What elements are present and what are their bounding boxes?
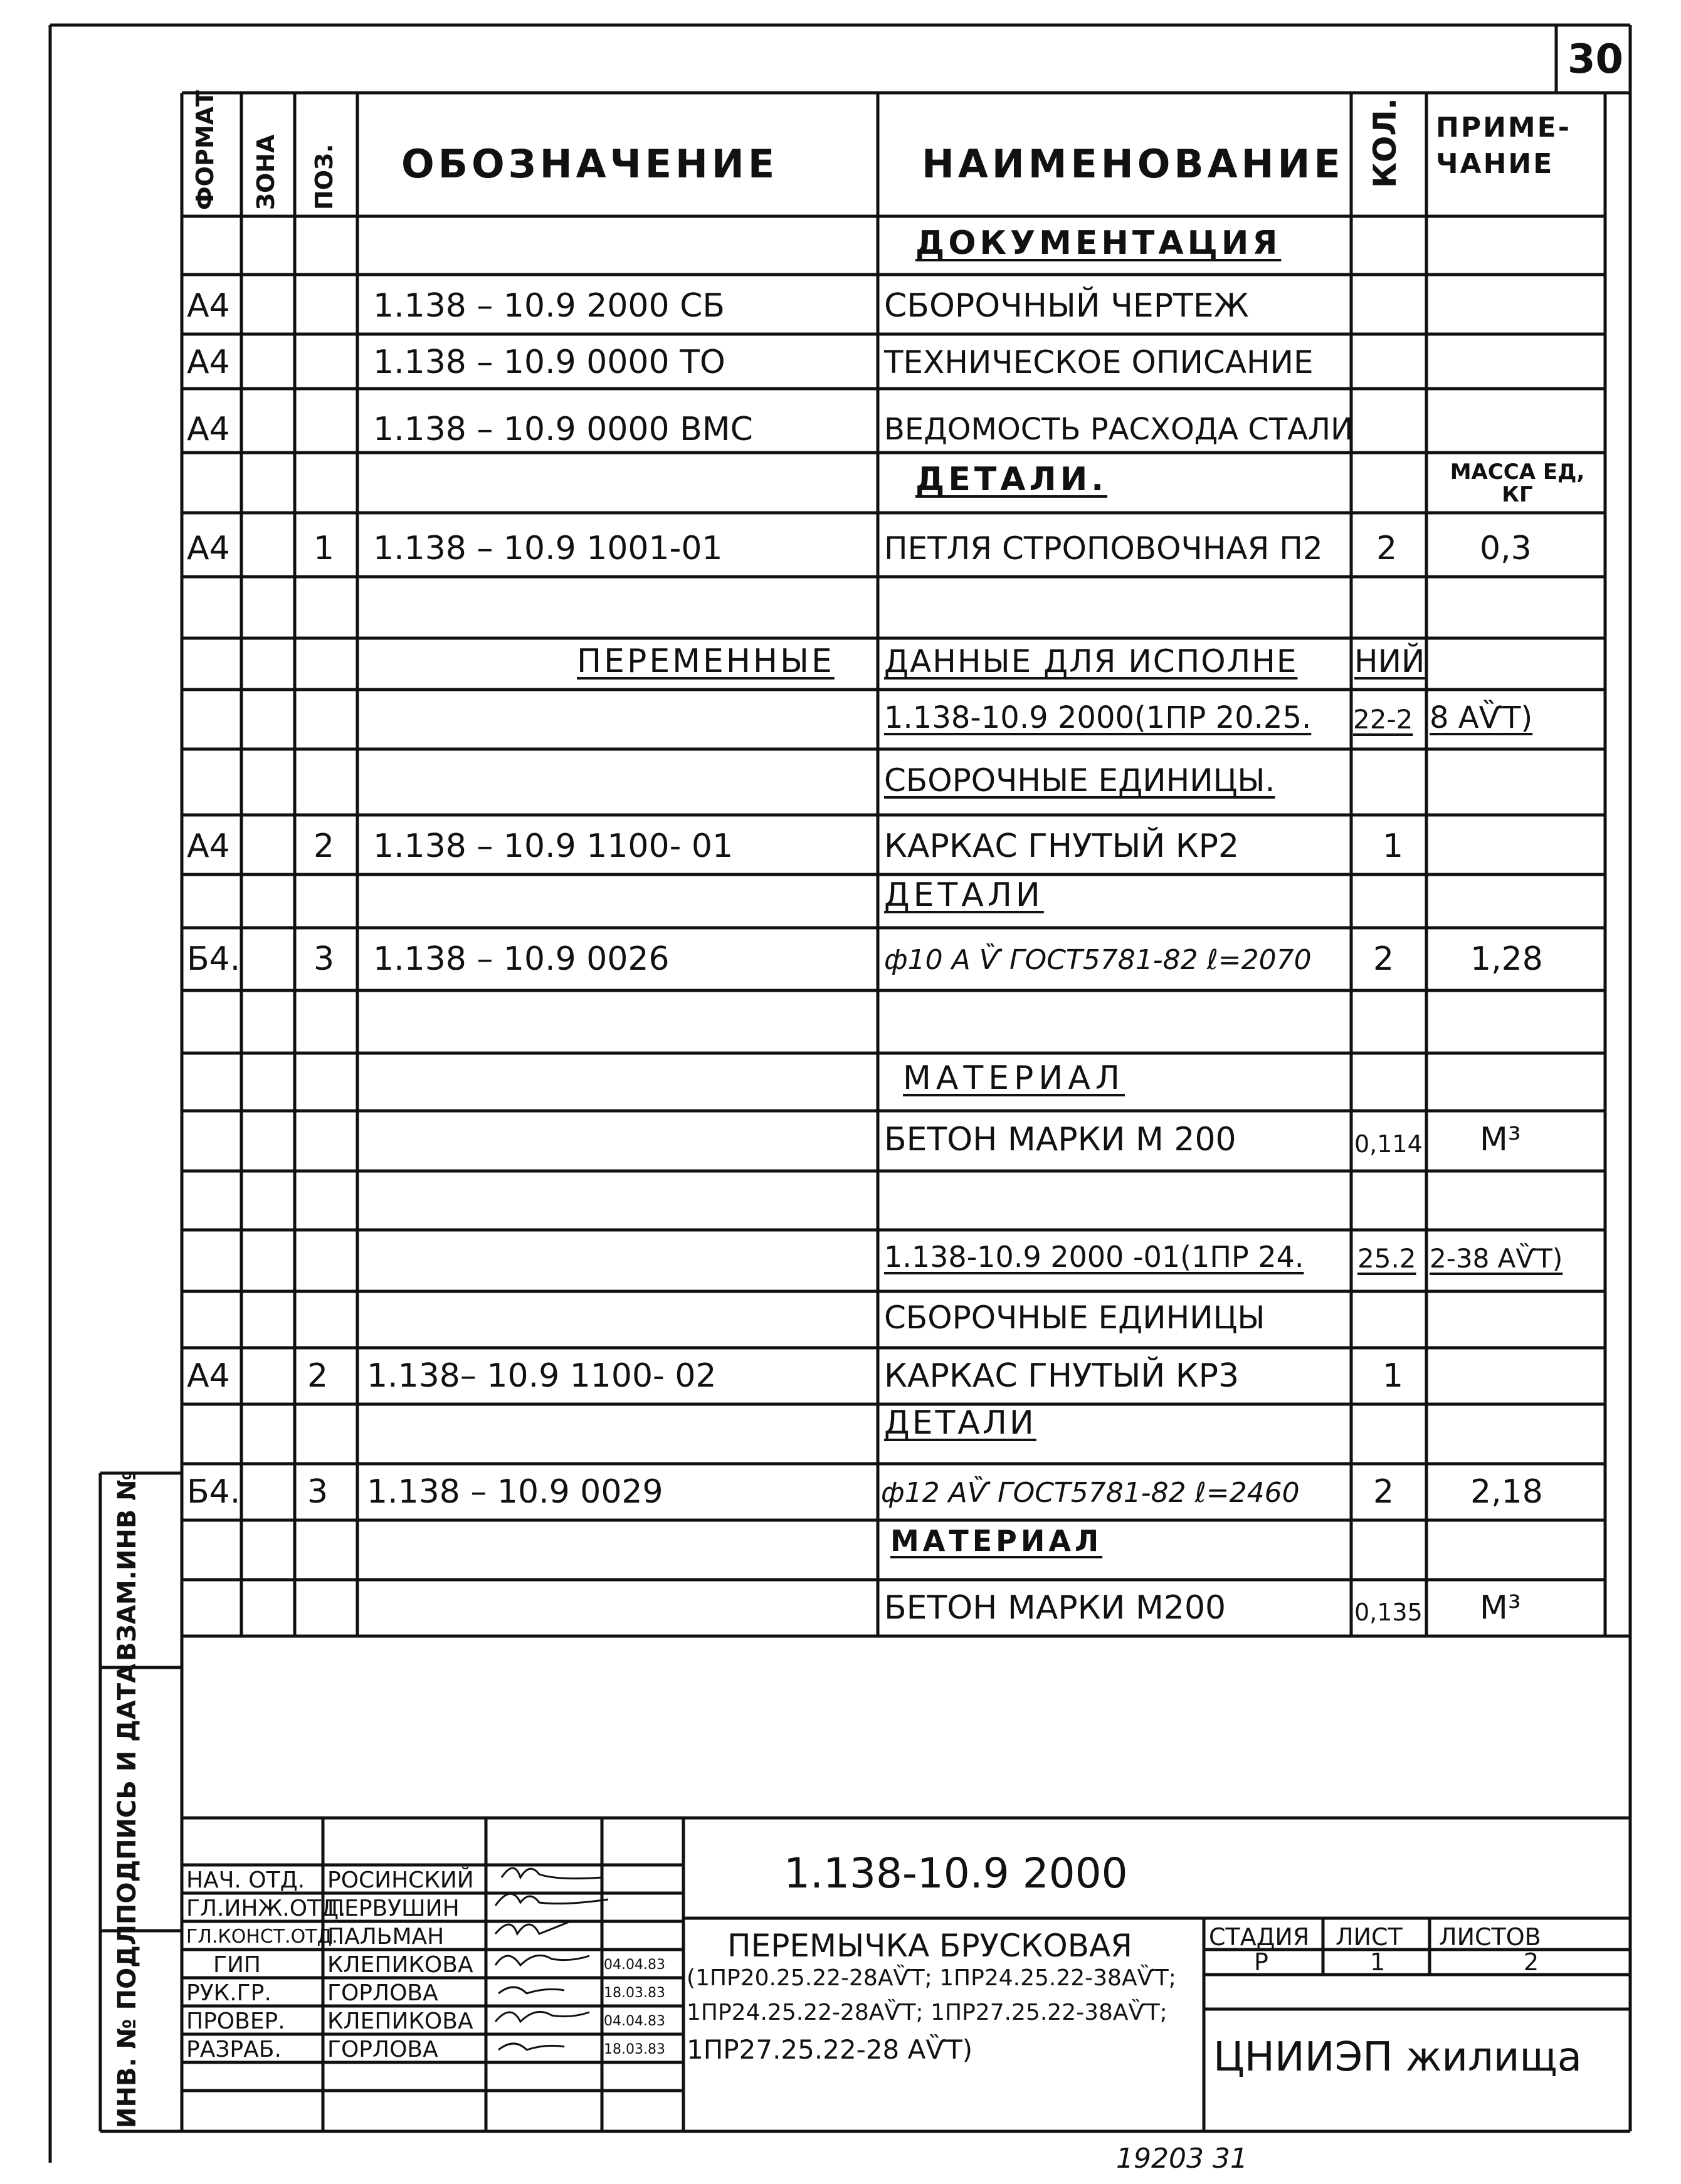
person-4-date: 18.03.83	[604, 1985, 665, 2001]
row-21-format: Б4.	[187, 1473, 241, 1511]
row-10-designation: 1.138 – 10.9 1100- 01	[373, 827, 734, 865]
person-2-name: ПАЛЬМАН	[327, 1924, 445, 1950]
row-8-qty: 22-2	[1353, 704, 1413, 735]
row-10-qty: 1	[1383, 827, 1404, 865]
header-note: ПРИМЕ- ЧАНИЕ	[1436, 112, 1571, 180]
row-5-qty: 2	[1376, 530, 1398, 567]
row-19-designation: 1.138– 10.9 1100- 02	[367, 1357, 717, 1395]
row-12-pos: 3	[314, 940, 335, 978]
footer-note: 19203 31	[1116, 2143, 1248, 2175]
row-12-name: ф10 А Ѷ ГОСТ5781-82 ℓ=2070	[884, 944, 1312, 976]
person-2-role: ГЛ.КОНСТ.ОТД.	[186, 1926, 338, 1948]
person-1-name: ПЕРВУШИН	[327, 1896, 460, 1921]
row-11-name: ДЕТАЛИ	[884, 876, 1044, 914]
side-label-inv: ИНВ. № ПОДЛ.	[113, 1914, 142, 2128]
row-23-name: БЕТОН МАРКИ М200	[884, 1589, 1226, 1627]
row-1-name: СБОРОЧНЫЙ ЧЕРТЕЖ	[884, 287, 1249, 325]
person-0-name: РОСИНСКИЙ	[327, 1867, 474, 1893]
stamp-title-line3: 1ПР24.25.22-28АѶТ; 1ПР27.25.22-38АѶТ;	[687, 2000, 1167, 2025]
row-7-designation: ПЕРЕМЕННЫЕ	[577, 643, 835, 680]
person-6-name: ГОРЛОВА	[327, 2037, 438, 2062]
row-1-designation: 1.138 – 10.9 2000 СБ	[373, 287, 725, 325]
signature-5	[495, 2012, 589, 2022]
signature-3	[495, 1955, 589, 1965]
row-12-designation: 1.138 – 10.9 0026	[373, 940, 670, 978]
signature-0	[502, 1868, 602, 1879]
person-3-name: КЛЕПИКОВА	[327, 1952, 473, 1978]
row-3-name: ВЕДОМОСТЬ РАСХОДА СТАЛИ	[884, 412, 1353, 447]
row-2-designation: 1.138 – 10.9 0000 ТО	[373, 344, 725, 381]
row-8-note: 8 АѶТ)	[1430, 700, 1533, 735]
row-20-name: ДЕТАЛИ	[884, 1404, 1036, 1442]
row-3-designation: 1.138 – 10.9 0000 ВМС	[373, 411, 753, 448]
side-label-vzam: ВЗАМ.ИНВ №	[113, 1470, 142, 1661]
row-10-name: КАРКАС ГНУТЫЙ КР2	[884, 827, 1240, 865]
stamp-sheets: 2	[1524, 1948, 1539, 1976]
person-5-name: КЛЕПИКОВА	[327, 2008, 473, 2034]
person-3-date: 04.04.83	[604, 1957, 665, 1973]
person-0-role: НАЧ. ОТД.	[186, 1867, 305, 1893]
sheet-number: 30	[1568, 36, 1624, 83]
side-label-podpis: ПОДПИСЬ И ДАТА	[113, 1663, 142, 1924]
header-name: НАИМЕНОВАНИЕ	[922, 141, 1344, 187]
row-21-designation: 1.138 – 10.9 0029	[367, 1473, 663, 1511]
person-4-role: РУК.ГР.	[186, 1980, 271, 2006]
row-17-note: 2-38 АѶТ)	[1430, 1243, 1563, 1274]
row-12-qty: 2	[1373, 940, 1394, 978]
row-17-name: 1.138-10.9 2000 -01(1ПР 24.	[884, 1240, 1304, 1274]
header-qty: КОЛ.	[1367, 98, 1403, 188]
header-designation: ОБОЗНАЧЕНИЕ	[401, 141, 779, 187]
row-3-format: А4	[187, 411, 230, 448]
row-5-name: ПЕТЛЯ СТРОПОВОЧНАЯ П2	[884, 530, 1323, 567]
row-19-qty: 1	[1383, 1357, 1404, 1395]
person-4-name: ГОРЛОВА	[327, 1980, 438, 2006]
row-21-note: 2,18	[1470, 1473, 1543, 1511]
header-pos: ПОЗ.	[310, 144, 338, 210]
stamp-stage-label: СТАДИЯ	[1209, 1923, 1310, 1951]
row-12-format: Б4.	[187, 940, 241, 978]
row-17-qty: 25.2	[1357, 1243, 1416, 1274]
row-15-qty: 0,114	[1354, 1130, 1423, 1158]
header-format: ФОРМАТ	[191, 90, 219, 210]
row-21-qty: 2	[1373, 1473, 1394, 1511]
stamp-sheet: 1	[1370, 1948, 1386, 1976]
person-3-role: ГИП	[213, 1952, 261, 1978]
header-zone: ЗОНА	[252, 134, 280, 210]
row-2-name: ТЕХНИЧЕСКОЕ ОПИСАНИЕ	[884, 344, 1314, 381]
stamp-title-line2: (1ПР20.25.22-28АѶТ; 1ПР24.25.22-38АѶТ;	[687, 1965, 1176, 1991]
row-5-designation: 1.138 – 10.9 1001-01	[373, 530, 723, 567]
stamp-title-line1: ПЕРЕМЫЧКА БРУСКОВАЯ	[727, 1928, 1132, 1964]
person-6-role: РАЗРАБ.	[186, 2037, 282, 2062]
signature-1	[495, 1894, 608, 1906]
row-15-name: БЕТОН МАРКИ М 200	[884, 1121, 1236, 1158]
row-7-qty: НИЙ	[1354, 643, 1425, 680]
row-0-name: ДОКУМЕНТАЦИЯ	[915, 224, 1282, 262]
row-4-name: ДЕТАЛИ.	[915, 461, 1108, 498]
row-1-format: А4	[187, 287, 230, 325]
stamp-stage: Р	[1254, 1948, 1268, 1976]
row-12-note: 1,28	[1470, 940, 1543, 978]
row-22-name: МАТЕРИАЛ	[890, 1524, 1103, 1558]
row-4-note: МАССА ЕД, КГ	[1450, 459, 1585, 507]
row-10-format: А4	[187, 827, 230, 865]
row-5-format: А4	[187, 530, 230, 567]
person-1-role: ГЛ.ИНЖ.ОТД.	[186, 1896, 346, 1921]
row-5-pos: 1	[314, 530, 335, 567]
row-23-qty: 0,135	[1354, 1599, 1423, 1626]
stamp-title-line4: 1ПР27.25.22-28 АѶТ)	[687, 2034, 973, 2065]
row-8-name: 1.138-10.9 2000(1ПР 20.25.	[884, 700, 1312, 735]
row-5-note: 0,3	[1480, 530, 1532, 567]
row-21-name: ф12 АѶ ГОСТ5781-82 ℓ=2460	[881, 1477, 1300, 1509]
person-5-date: 04.04.83	[604, 2013, 665, 2029]
row-23-note: М³	[1480, 1589, 1521, 1627]
person-5-role: ПРОВЕР.	[186, 2008, 285, 2034]
row-15-note: М³	[1480, 1121, 1521, 1158]
person-6-date: 18.03.83	[604, 2042, 665, 2057]
row-2-format: А4	[187, 344, 230, 381]
row-9-name: СБОРОЧНЫЕ ЕДИНИЦЫ.	[884, 762, 1275, 799]
stamp-sheets-label: ЛИСТОВ	[1439, 1923, 1541, 1951]
row-21-pos: 3	[307, 1473, 329, 1511]
row-7-name: ДАННЫЕ ДЛЯ ИСПОЛНЕ	[884, 643, 1298, 680]
row-10-pos: 2	[314, 827, 335, 865]
row-14-name: МАТЕРИАЛ	[903, 1059, 1125, 1097]
signature-6	[498, 2044, 564, 2050]
row-19-name: КАРКАС ГНУТЫЙ КР3	[884, 1357, 1240, 1395]
row-19-pos: 2	[307, 1357, 329, 1395]
signature-2	[495, 1921, 571, 1934]
signature-4	[498, 1987, 564, 1993]
stamp-organization: ЦНИИЭП жилища	[1213, 2034, 1582, 2081]
row-19-format: А4	[187, 1357, 230, 1395]
stamp-doc-number: 1.138-10.9 2000	[784, 1849, 1128, 1898]
stamp-sheet-label: ЛИСТ	[1336, 1923, 1403, 1951]
row-18-name: СБОРОЧНЫЕ ЕДИНИЦЫ	[884, 1299, 1265, 1336]
